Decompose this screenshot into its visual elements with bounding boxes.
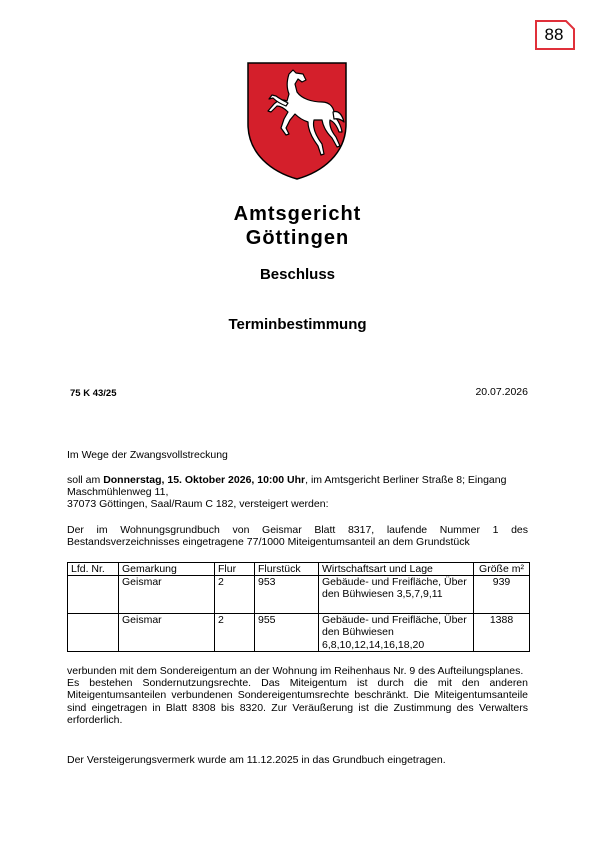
document-subject: Terminbestimmung xyxy=(228,316,367,333)
cell-lfd xyxy=(68,576,119,614)
vermerk-paragraph xyxy=(67,754,528,766)
property-table xyxy=(67,562,530,652)
termin-line1 xyxy=(67,474,528,498)
description-text: Der im Wohnungsgrundbuch von Geismar Blatt 8317, laufende Nummer 1 des Bestandsverzeichnisses eingetragene 77/1000 Miteigentumsanteil an dem Grundstück xyxy=(67,524,528,549)
termin-prefix: soll am xyxy=(67,474,104,486)
cell-flur: 2 xyxy=(215,614,255,652)
court-name-line2: Göttingen xyxy=(245,227,350,249)
intro-paragraph xyxy=(67,449,528,461)
page-number-badge xyxy=(535,20,575,50)
intro-text: Im Wege der Zwangsvollstreckung xyxy=(67,449,228,461)
document-type: Beschluss xyxy=(259,266,336,283)
vermerk-text: Der Versteigerungsvermerk wurde am 11.12.2025 in das Grundbuch eingetragen. xyxy=(67,754,446,766)
description-paragraph xyxy=(67,524,528,548)
termin-datetime: Donnerstag, 15. Oktober 2026, 10:00 Uhr xyxy=(103,474,306,486)
termin-line2: 37073 Göttingen, Saal/Raum C 182, versteigert werden: xyxy=(67,498,329,511)
table-row xyxy=(68,614,530,652)
cell-flurstueck: 955 xyxy=(255,614,319,652)
cell-gemarkung: Geismar xyxy=(119,576,215,614)
document-date: 20.07.2026 xyxy=(475,386,528,398)
header-groesse: Größe m² xyxy=(474,563,530,576)
cell-flur: 2 xyxy=(215,576,255,614)
court-name-line1: Amtsgericht xyxy=(233,203,362,225)
cell-lfd xyxy=(68,614,119,652)
header-wirtschaftsart: Wirtschaftsart und Lage xyxy=(319,563,474,576)
cell-groesse: 1388 xyxy=(474,614,530,652)
termin-location: , im Amtsgericht Berliner Straße 8; Eingang Maschmühlenweg 11, xyxy=(67,474,507,499)
table-row xyxy=(68,576,530,614)
header-flurstueck: Flurstück xyxy=(255,563,319,576)
court-name xyxy=(0,202,595,250)
cell-groesse: 939 xyxy=(474,576,530,614)
aktenzeichen: 75 K 43/25 xyxy=(70,388,117,399)
sondernutzung-text: Es bestehen Sondernutzungsrechte. Das Miteigentum ist durch die mit den anderen Miteigentumsanteilen verbundenen Sondereigentumsrechte beschränkt. Die Miteigentumsanteile sind eingetragen in Blatt 8308 bis 8320. Zur Veräußerung ist die Zustimmung des Verwalters erforderlich. xyxy=(67,677,528,726)
sondereigentum-text: verbunden mit dem Sondereigentum an der Wohnung im Reihenhaus Nr. 9 des Aufteilungsplanes. xyxy=(67,665,524,677)
lower-saxony-horse-crest-icon xyxy=(246,62,348,180)
header-gemarkung: Gemarkung xyxy=(119,563,215,576)
termin-paragraph xyxy=(67,474,528,511)
page-number: 88 xyxy=(544,25,564,44)
table-header-row xyxy=(68,563,530,576)
cell-lage: Gebäude- und Freifläche, Über den Bühwiesen 3,5,7,9,11 xyxy=(319,576,474,614)
cell-gemarkung: Geismar xyxy=(119,614,215,652)
cell-lage: Gebäude- und Freifläche, Über den Bühwiesen 6,8,10,12,14,16,18,20 xyxy=(319,614,474,652)
after-table-paragraph xyxy=(67,665,528,726)
header-flur: Flur xyxy=(215,563,255,576)
cell-flurstueck: 953 xyxy=(255,576,319,614)
header-lfd-nr: Lfd. Nr. xyxy=(68,563,119,576)
